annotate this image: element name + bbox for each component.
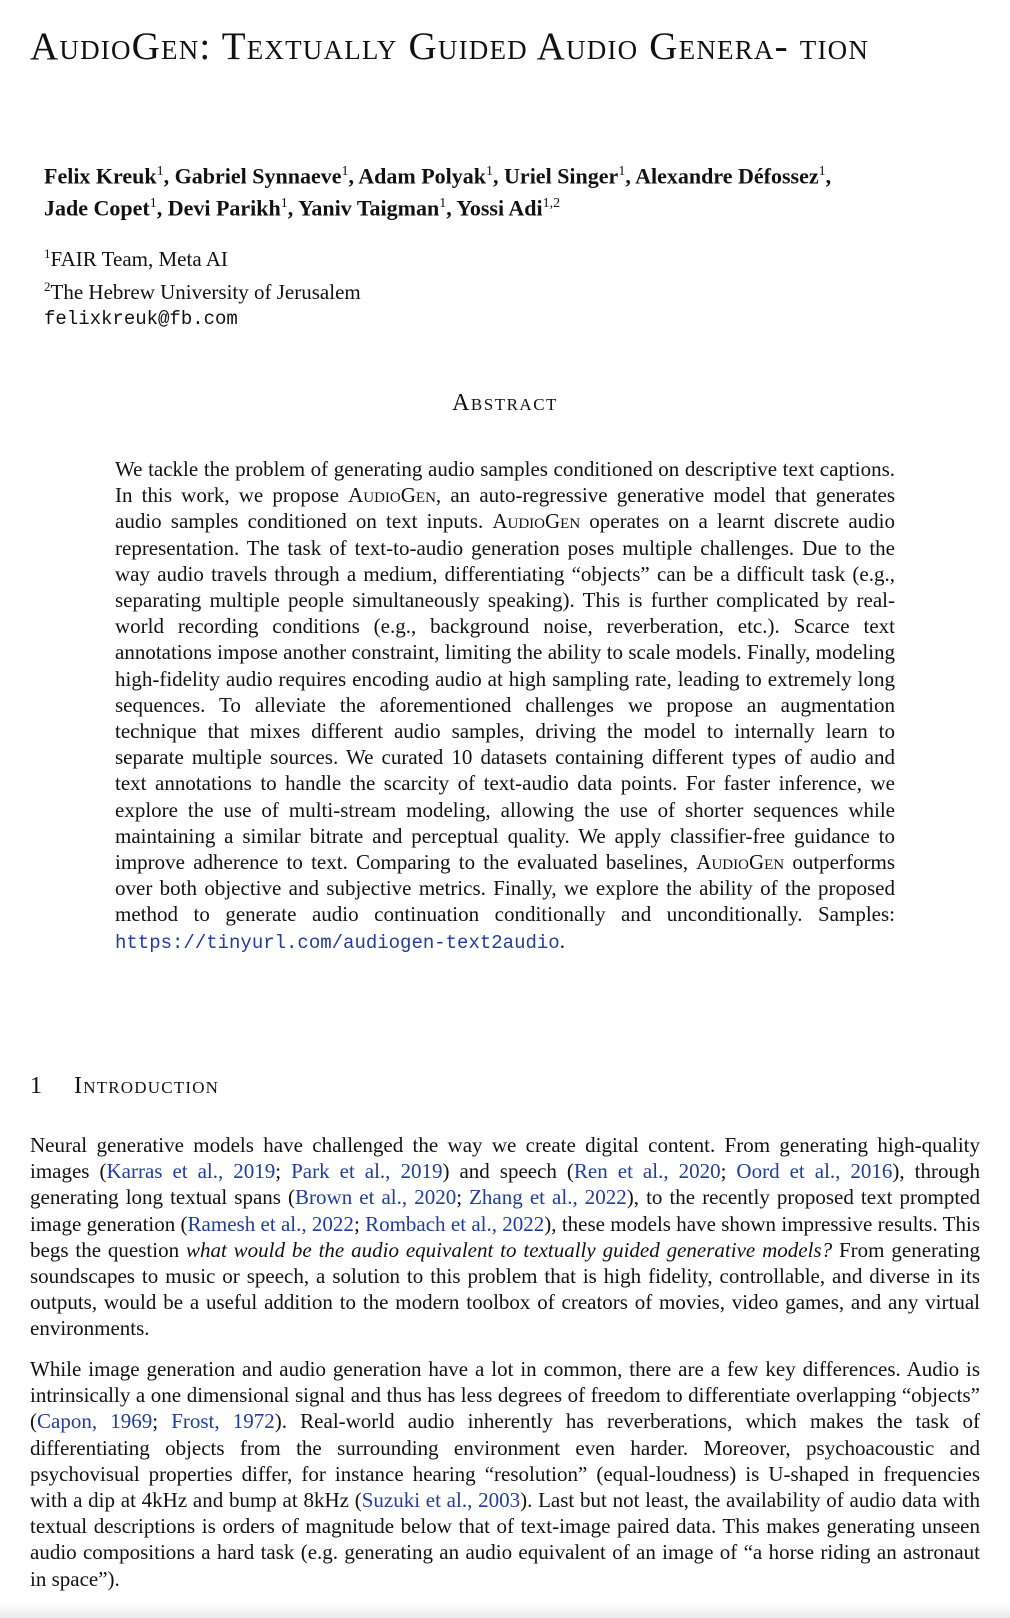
- abstract-body: [115, 456, 895, 956]
- paragraph-text: ). Real-world audio inherently has reverberations, which makes the task of differentiating objects from the surrounding environment even harder. Moreover, psychoacoustic and psychovisual properties differ, for instance hearing “resolution” (equal-loudness) is U-shaped in frequencies with a dip at 4kHz and bump at 8kHz (: [30, 1409, 980, 1513]
- paragraph-text: Neural generative models have challenged the way we create digital content. From generating high-quality images (: [30, 1133, 980, 1184]
- model-name: AudioGen: [348, 483, 436, 508]
- abstract-heading: Abstract: [452, 390, 558, 416]
- citation-link[interactable]: Ramesh et al., 2022: [187, 1211, 354, 1236]
- author-affiliation-mark: 1: [486, 164, 494, 179]
- author-affiliation-mark: 1,2: [542, 196, 561, 212]
- paper-title: AudioGen: Textually Guided Audio Genera- tion: [30, 25, 870, 68]
- intro-paragraph-2: [30, 1356, 980, 1592]
- affiliation-line: [44, 240, 361, 273]
- paragraph-text: ) and speech (: [442, 1159, 574, 1184]
- citation-link[interactable]: Zhang et al., 2022: [469, 1185, 627, 1210]
- paragraph-text: ;: [720, 1159, 737, 1184]
- research-question: what would be the audio equivalent to textually guided generative models?: [185, 1237, 833, 1262]
- author-affiliation-mark: 1: [280, 196, 288, 212]
- abstract-text: , an auto-regressive generative model that generates audio samples conditioned on text inputs.: [115, 483, 895, 534]
- affiliation-text: The Hebrew University of Jerusalem: [50, 280, 361, 304]
- paragraph-text: ;: [456, 1185, 470, 1210]
- citation-link[interactable]: Frost, 1972: [171, 1409, 275, 1434]
- author-affiliation-mark: 1: [149, 196, 157, 212]
- author-list: Felix Kreuk$^1$, Gabriel Synnaeve$^1$, Adam Polyak$^1$, Uriel Singer$^1$, Alexandre Défossez$^1$, Jade Copet$^1$, Devi Parikh$^1$, Yaniv Taigman$^1$, Yossi Adi$^{1,2}$: [44, 163, 832, 221]
- paragraph-text: ), these models have shown impressive results. This begs the question: [30, 1211, 980, 1262]
- affiliation-mark: 2: [44, 279, 51, 294]
- model-name: AudioGen: [492, 509, 581, 534]
- samples-link[interactable]: https://tinyurl.com/audiogen-text2audio: [115, 931, 560, 954]
- section-heading-introduction: [30, 1073, 219, 1100]
- author-name: Devi Parikh: [167, 195, 281, 221]
- paragraph-text: ;: [353, 1211, 366, 1236]
- citation-link[interactable]: Karras et al., 2019: [106, 1159, 276, 1184]
- author-affiliation-mark: 1: [341, 164, 349, 179]
- paragraph-text: ). Last but not least, the availability of audio data with textual descriptions is orders of magnitude below that of text-image paired data. This makes generating unseen audio compositions a hard task (e.g. generating an audio equivalent of an image of “a horse riding an astronaut in space”).: [30, 1488, 980, 1591]
- abstract-text: .: [559, 928, 565, 953]
- paragraph-text: From generating soundscapes to music or speech, a solution to this problem that is high fidelity, controllable, and diverse in its outputs, would be a useful addition to the modern toolbox of creators of movies, video games, and any virtual environments.: [30, 1237, 980, 1341]
- author-name: Gabriel Synnaeve: [174, 163, 342, 189]
- model-name: AudioGen: [696, 850, 785, 875]
- abstract-text: We tackle the problem of generating audio samples conditioned on descriptive text captions. In this work, we propose: [115, 457, 895, 508]
- citation-link[interactable]: Oord et al., 2016: [736, 1159, 893, 1184]
- author-name: Alexandre Défossez: [635, 163, 819, 189]
- affiliation-mark: 1: [44, 246, 51, 261]
- citation-link[interactable]: Suzuki et al., 2003: [361, 1488, 521, 1513]
- author-affiliation-mark: 1: [156, 164, 164, 179]
- section-title: Introduction: [74, 1073, 220, 1099]
- abstract-text: outperforms over both objective and subjective metrics. Finally, we explore the ability of the proposed method to generate audio continuation conditionally and unconditionally. Samples:: [115, 850, 895, 927]
- intro-paragraph-1: [30, 1132, 980, 1342]
- author-affiliation-mark: 1: [818, 164, 826, 179]
- affiliation-line: [44, 273, 361, 306]
- author-name: Yossi Adi: [456, 195, 543, 221]
- citation-link[interactable]: Capon, 1969: [37, 1409, 153, 1434]
- affiliations: [44, 240, 361, 333]
- citation-link[interactable]: Ren et al., 2020: [573, 1159, 721, 1184]
- author-email[interactable]: felixkreuk@fb.com: [44, 308, 238, 330]
- paragraph-text: ), through generating long textual spans (: [30, 1159, 980, 1210]
- author-affiliation-mark: 1: [439, 196, 447, 212]
- citation-link[interactable]: Rombach et al., 2022: [365, 1211, 545, 1236]
- paragraph-text: While image generation and audio generation have a lot in common, there are a few key differences. Audio is intrinsically a one dimensional signal and thus has less degrees of freedom to differentiate overlapping “objects” (: [30, 1357, 980, 1434]
- paragraph-text: ;: [152, 1409, 172, 1434]
- paragraph-text: ), to the recently proposed text prompted image generation (: [30, 1185, 980, 1236]
- citation-link[interactable]: Park et al., 2019: [291, 1159, 443, 1184]
- author-name: Yaniv Taigman: [297, 195, 440, 221]
- paragraph-text: ;: [275, 1159, 292, 1184]
- author-name: Adam Polyak: [358, 163, 487, 189]
- author-name: Uriel Singer: [504, 163, 619, 189]
- page-bottom-shadow: [0, 1602, 1010, 1618]
- affiliation-text: FAIR Team, Meta AI: [50, 247, 228, 271]
- author-name: Jade Copet: [44, 195, 150, 221]
- author-affiliation-mark: 1: [618, 164, 626, 179]
- citation-link[interactable]: Brown et al., 2020: [295, 1185, 457, 1210]
- author-name: Felix Kreuk: [44, 163, 157, 189]
- abstract-text: operates on a learnt discrete audio representation. The task of text-to-audio generation poses multiple challenges. Due to the way audio travels through a medium, differentiating “objects” can be a difficult task (e.g., separating multiple people simultaneously speaking). This is further complicated by real-world recording conditions (e.g., background noise, reverberation, etc.). Scarce text annotations impose another constraint, limiting the ability to scale models. Finally, modeling high-fidelity audio requires encoding audio at high sampling rate, leading to extremely long sequences. To alleviate the aforementioned challenges we propose an augmentation technique that mixes different audio samples, driving the model to internally learn to separate multiple sources. We curated 10 datasets containing different types of audio and text annotations to handle the scarcity of text-audio data points. For faster inference, we explore the use of multi-stream modeling, allowing the use of shorter sequences while maintaining a similar bitrate and perceptual quality. We apply classifier-free guidance to improve adherence to text. Comparing to the evaluated baselines,: [115, 509, 895, 875]
- section-number: 1: [30, 1073, 44, 1099]
